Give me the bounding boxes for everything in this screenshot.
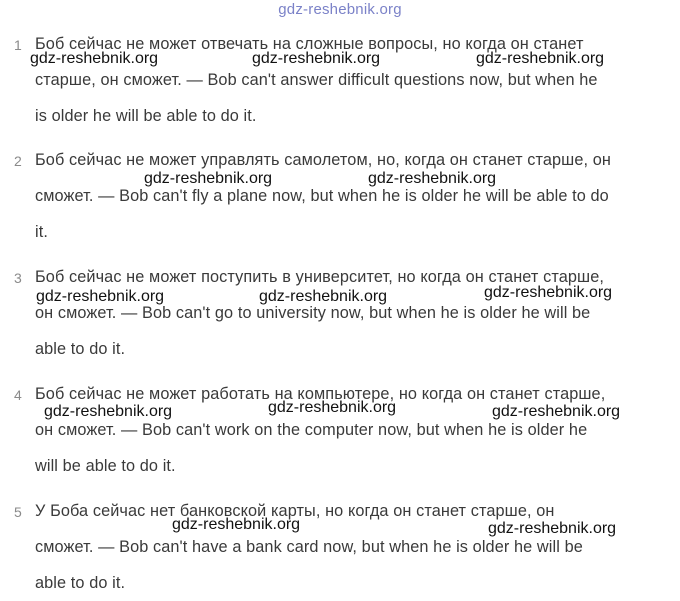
watermark: gdz-reshebnik.org [144, 170, 273, 187]
item-number: 5 [14, 504, 22, 520]
watermark: gdz-reshebnik.org [36, 288, 165, 305]
item-line: Боб сейчас не может работать на компьютере, но когда он станет старше, [35, 385, 606, 403]
item-line: У Боба сейчас нет банковской карты, но когда он станет старше, он [35, 502, 555, 520]
item-line: Боб сейчас не может поступить в университет, но когда он станет старше, [35, 268, 604, 286]
item-line: старше, он сможет. — Bob can't answer difficult questions now, but when he [35, 71, 598, 89]
watermark: gdz-reshebnik.org [172, 516, 301, 533]
watermark: gdz-reshebnik.org [368, 170, 497, 187]
item-text [35, 26, 677, 134]
item-number: 4 [14, 387, 22, 403]
item-line: able to do it. [35, 340, 126, 358]
item-line: сможет. — Bob can't have a bank card now, but when he is older he will be [35, 538, 583, 556]
item-line: он сможет. — Bob can't work on the computer now, but when he is older he [35, 421, 588, 439]
item-line: it. [35, 223, 48, 241]
item-text [35, 493, 677, 601]
item-line: он сможет. — Bob can't go to university now, but when he is older he will be [35, 304, 591, 322]
watermark: gdz-reshebnik.org [259, 288, 388, 305]
header-watermark: gdz-reshebnik.org [278, 1, 402, 18]
item-line: сможет. — Bob can't fly a plane now, but when he is older he will be able to do [35, 187, 609, 205]
watermark: gdz-reshebnik.org [268, 399, 397, 416]
item-number: 3 [14, 270, 22, 286]
watermark: gdz-reshebnik.org [488, 520, 617, 537]
item-text [35, 259, 677, 367]
item-line: will be able to do it. [35, 457, 176, 475]
item-line: is older he will be able to do it. [35, 107, 257, 125]
watermark: gdz-reshebnik.org [252, 50, 381, 67]
item-line: Боб сейчас не может управлять самолетом, но, когда он станет старше, он [35, 151, 611, 169]
watermark: gdz-reshebnik.org [476, 50, 605, 67]
item-line: Боб сейчас не может отвечать на сложные вопросы, но когда он станет [35, 35, 584, 53]
watermark: gdz-reshebnik.org [484, 284, 613, 301]
item-text [35, 142, 677, 250]
item-number: 1 [14, 37, 22, 53]
item-line: able to do it. [35, 574, 126, 592]
item-text [35, 376, 677, 484]
item-number: 2 [14, 153, 22, 169]
watermark: gdz-reshebnik.org [30, 50, 159, 67]
watermark: gdz-reshebnik.org [44, 403, 173, 420]
watermark: gdz-reshebnik.org [492, 403, 621, 420]
